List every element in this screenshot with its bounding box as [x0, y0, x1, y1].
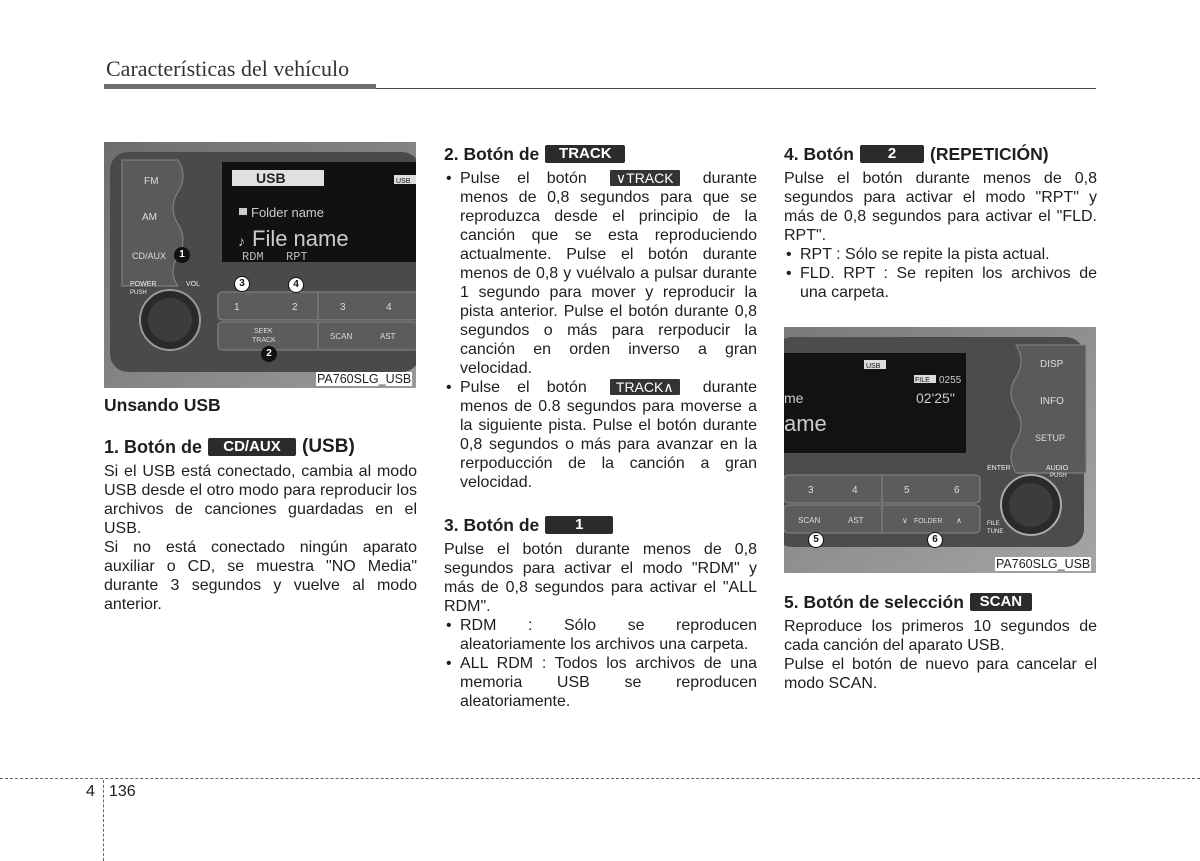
chevron-down-icon: ∨: [902, 516, 908, 525]
paragraph: Pulse el botón durante menos de 0,8 segundos para activar el modo "RPT" y más de 0,8 segundos para activar el "FLD. RPT".: [784, 170, 1097, 244]
push-label: PUSH: [130, 290, 147, 296]
track-badge: TRACK: [545, 145, 625, 163]
preset-key-5: 5: [904, 485, 910, 496]
music-note-icon: ♪: [238, 233, 245, 249]
column-2: [444, 143, 757, 711]
screen-file-name: File name: [252, 226, 349, 251]
callout-6: 6: [927, 532, 943, 548]
am-button-label: AM: [142, 212, 157, 223]
preset-key-6: 6: [954, 485, 960, 496]
setup-button-label: SETUP: [1035, 433, 1066, 443]
heading-button-5: 5. Botón de selección SCAN: [784, 591, 1097, 613]
preset-key-4: 4: [852, 485, 858, 496]
file-label: FILE: [987, 521, 1000, 527]
paragraph: Si no está conectado ningún aparato auxiliar o CD, se muestra "NO Media" durante 3 segundos y vuelve al modo anterior.: [104, 539, 417, 613]
screen-rdm: RDM: [242, 250, 264, 264]
radio-photo-left: [104, 142, 416, 388]
list-item: • ALL RDM : Todos los archivos de una memoria USB se reproducen aleatoriamente.: [444, 654, 757, 711]
callout-4: 4: [288, 277, 304, 293]
enter-label: ENTER: [987, 465, 1011, 472]
heading-button-2: 2. Botón de TRACK: [444, 143, 757, 165]
section-title: Unsando USB: [104, 395, 221, 415]
callout-3: 3: [234, 276, 250, 292]
preset-2-badge: 2: [860, 145, 924, 163]
vol-label: VOL: [186, 281, 201, 288]
track-up-badge: TRACK∧: [610, 379, 680, 395]
track-down-badge: ∨TRACK: [610, 170, 680, 186]
list-item: • Pulse el botón ∨TRACK durante menos de 0,8 segundos para que se reproduzca desde el principio de la canción que se esta reproduciendo actualmente. Pulse el botón durante menos de 0,8 y vuélvalo a pulsar durante 1 segundo para mover y reproducir la pista anterior. Pulse el botón durante 0,8 segundos o más para rerpoducir la canción en orden inverso a gran velocidad.: [444, 169, 757, 378]
screen-usb-tag: USB: [866, 363, 881, 370]
callout-2: 2: [261, 346, 277, 362]
ast-label: AST: [380, 332, 396, 341]
footer-rule: [0, 778, 1200, 779]
preset-key-4: 4: [386, 302, 392, 313]
info-button-label: INFO: [1040, 396, 1064, 407]
photo-caption-left: PA760SLG_USB: [317, 372, 412, 386]
cdaux-button-label: CD/AUX: [132, 251, 167, 261]
scan-label: SCAN: [330, 332, 353, 341]
radio-photo-right: [784, 327, 1096, 573]
screen-rpt: RPT: [286, 250, 308, 264]
preset-key-2: 2: [292, 302, 298, 313]
heading-button-1: 1. Botón de CD/AUX (USB): [104, 436, 355, 457]
column-3-lower: [784, 591, 1097, 693]
ast-label: AST: [848, 516, 864, 525]
screen-usb-tag: USB: [396, 178, 411, 185]
screen-text-fragment-1: me: [784, 390, 804, 406]
heading-button-3: 3. Botón de 1: [444, 514, 757, 536]
preset-key-3: 3: [808, 485, 814, 496]
preset-key-3: 3: [340, 302, 346, 313]
paragraph: Pulse el botón durante menos de 0,8 segundos para activar el modo "RDM" y más de 0,8 segundos para activar el "ALL RDM".: [444, 541, 757, 615]
power-label: POWER: [130, 281, 157, 288]
column-3: [784, 143, 1097, 302]
folder-label: FOLDER: [914, 518, 943, 525]
column-1: [104, 394, 417, 614]
header-rule: [104, 84, 376, 89]
screen-text-fragment-2: ame: [784, 411, 827, 436]
list-item: • RPT : Sólo se repite la pista actual.: [784, 245, 1097, 264]
screen-file-number: 0255: [939, 375, 962, 386]
scan-label: SCAN: [798, 516, 821, 525]
chapter-number: 4: [86, 783, 95, 800]
track-label: TRACK: [252, 337, 276, 344]
heading-button-4: 4. Botón 2 (REPETICIÓN): [784, 144, 1049, 164]
list-item: • FLD. RPT : Se repiten los archivos de una carpeta.: [784, 264, 1097, 302]
tune-label: TUNE: [987, 529, 1004, 535]
paragraph: Pulse el botón de nuevo para cancelar el modo SCAN.: [784, 656, 1097, 692]
chevron-up-icon: ∧: [956, 516, 962, 525]
radio-illustration-left: [104, 142, 416, 388]
paragraph: Reproduce los primeros 10 segundos de cada canción del aparato USB.: [784, 618, 1097, 654]
scan-badge: SCAN: [970, 593, 1032, 611]
preset-1-badge: 1: [545, 516, 613, 534]
callout-1: 1: [174, 247, 190, 263]
paragraph: Si el USB está conectado, cambia al modo USB desde el otro modo para reproducir los archivos de canciones guardadas en el USB.: [104, 463, 417, 537]
page-number: 136: [109, 783, 136, 800]
cdaux-badge: CD/AUX: [208, 438, 296, 456]
callout-5: 5: [808, 532, 824, 548]
seek-label: SEEK: [254, 328, 273, 335]
screen-folder-name: Folder name: [251, 205, 324, 220]
header-rule-thin: [376, 88, 1096, 89]
screen-mode: USB: [256, 170, 286, 186]
fm-button-label: FM: [144, 176, 159, 187]
footer-vertical-rule: [103, 780, 104, 861]
list-item: • Pulse el botón TRACK∧ durante menos de 0.8 segundos para moverse a la siguiente pista. Pulse el botón durante 0,8 segundos o más para avanzar en la rerpoducción de la canción a gran velocidad.: [444, 378, 757, 492]
page-header-title: Características del vehículo: [106, 56, 350, 81]
list-item: • RDM : Sólo se reproducen aleatoriamente los archivos una carpeta.: [444, 616, 757, 654]
screen-file-tag: FILE: [915, 377, 930, 384]
screen-time: 02'25": [916, 390, 955, 406]
disp-button-label: DISP: [1040, 359, 1064, 370]
photo-caption-right: PA760SLG_USB: [996, 557, 1091, 571]
audio-push-label: PUSH: [1050, 473, 1067, 479]
preset-key-1: 1: [234, 302, 240, 313]
folder-icon: [239, 208, 247, 215]
audio-label: AUDIO: [1046, 465, 1069, 472]
